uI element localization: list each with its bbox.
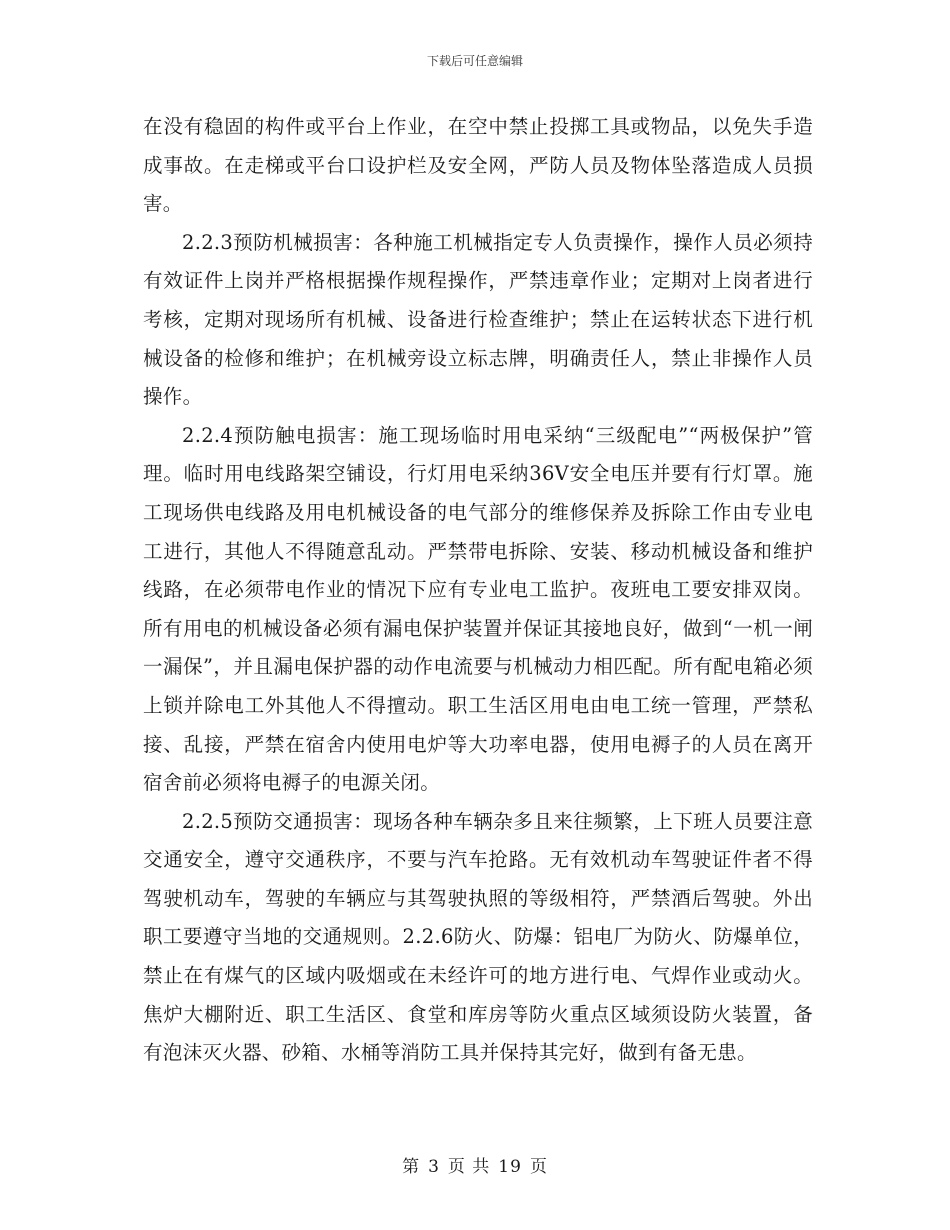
page-header-note: 下载后可任意编辑 (426, 54, 523, 68)
paragraph-continuation: 在没有稳固的构件或平台上作业，在空中禁止投掷工具或物品，以免失手造成事故。在走梯或平台口设护栏及安全网，严防人员及物体坠落造成人员损害。 (143, 115, 813, 216)
page-footer (0, 1152, 950, 1177)
footer-prefix: 第 (402, 1157, 421, 1177)
footer-suffix: 页 (529, 1157, 548, 1177)
paragraph-electrical-safety: 2.2.4预防触电损害：施工现场临时用电采纳“三级配电”“两极保护”管理。临时用电线路架空铺设，行灯用电采纳36V安全电压并要有行灯罩。施工现场供电线路及用电机械设备的电气部分的维修保养及拆除工作由专业电工进行，其他人不得随意乱动。严禁带电拆除、安装、移动机械设备和维护线路，在必须带电作业的情况下应有专业电工监护。夜班电工要安排双岗。所有用电的机械设备必须有漏电保护装置并保证其接地良好，做到“一机一闸一漏保”，并且漏电保护器的动作电流要与机械动力相匹配。所有配电箱必须上锁并除电工外其他人不得擅动。职工生活区用电由电工统一管理，严禁私接、乱接，严禁在宿舍内使用电炉等大功率电器，使用电褥子的人员在离开宿舍前必须将电褥子的电源关闭。 (143, 423, 813, 795)
paragraph-traffic-fire-safety: 2.2.5预防交通损害：现场各种车辆杂多且来往频繁，上下班人员要注意交通安全，遵守交通秩序，不要与汽车抢路。无有效机动车驾驶证件者不得驾驶机动车，驾驶的车辆应与其驾驶执照的等级相符，严禁酒后驾驶。外出职工要遵守当地的交通规则。2.2.6防火、防爆：铝电厂为防火、防爆单位，禁止在有煤气的区域内吸烟或在未经许可的地方进行电、气焊作业或动火。焦炉大棚附近、职工生活区、食堂和库房等防火重点区域须设防火装置，备有泡沫灭火器、砂箱、水桶等消防工具并保持其完好，做到有备无患。 (143, 809, 813, 1065)
paragraph-machinery-safety: 2.2.3预防机械损害：各种施工机械指定专人负责操作，操作人员必须持有效证件上岗并严格根据操作规程操作，严禁违章作业；定期对上岗者进行考核，定期对现场所有机械、设备进行检查维护；禁止在运转状态下进行机械设备的检修和维护；在机械旁设立标志牌，明确责任人，禁止非操作人员操作。 (143, 230, 813, 409)
footer-current-page: 3 (428, 1157, 440, 1177)
footer-total-pages: 19 (498, 1157, 522, 1177)
document-body (143, 108, 813, 1073)
footer-middle: 页 共 (447, 1157, 491, 1177)
